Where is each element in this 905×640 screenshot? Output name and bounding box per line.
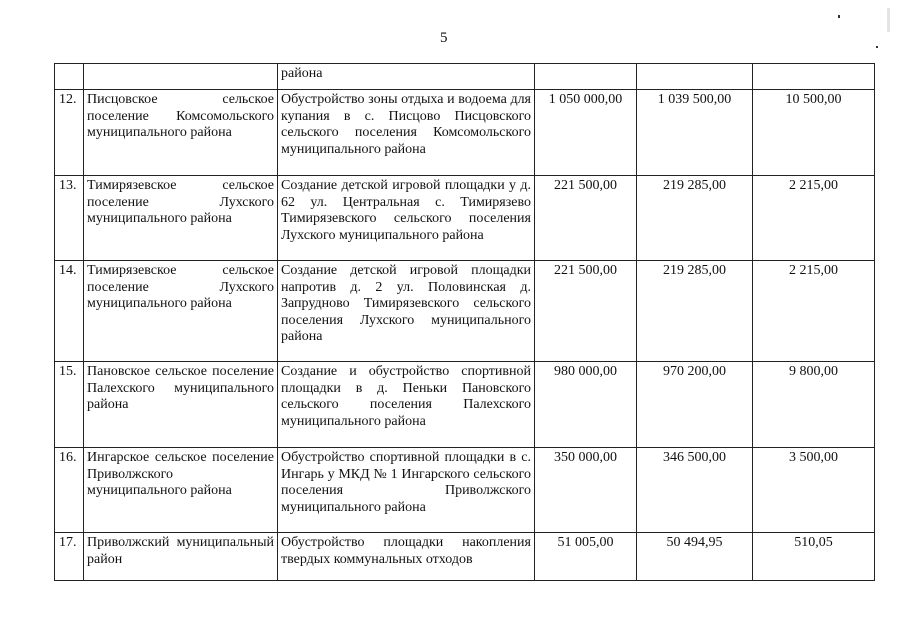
- local-amount-cell: 9 800,00: [753, 362, 875, 448]
- total-amount-cell: 221 500,00: [535, 176, 637, 261]
- subsidy-table: [54, 63, 875, 581]
- project-cell: Создание и обустройство спортивной площадки в д. Пеньки Пановского сельского поселения Палехского муниципального района: [278, 362, 535, 448]
- table-row: [55, 362, 875, 448]
- budget-amount-cell: 219 285,00: [637, 176, 753, 261]
- budget-amount-cell: [637, 64, 753, 90]
- row-number-cell: 13.: [55, 176, 84, 261]
- total-amount-cell: 980 000,00: [535, 362, 637, 448]
- total-amount-cell: [535, 64, 637, 90]
- scan-speck: [838, 15, 840, 18]
- municipality-cell: Тимирязевское сельское поселение Лухского муниципального района: [84, 176, 278, 261]
- project-cell: Создание детской игровой площадки у д. 62 ул. Центральная с. Тимирязево Тимирязевского сельского поселения Лухского муниципального района: [278, 176, 535, 261]
- municipality-cell: Пановское сельское поселение Палехского муниципального района: [84, 362, 278, 448]
- page-number: 5: [440, 30, 448, 46]
- total-amount-cell: 221 500,00: [535, 261, 637, 362]
- table-row: [55, 533, 875, 581]
- table-row: [55, 176, 875, 261]
- table-row: [55, 448, 875, 533]
- project-cell: Обустройство площадки накопления твердых коммунальных отходов: [278, 533, 535, 581]
- local-amount-cell: 10 500,00: [753, 90, 875, 176]
- scan-speck: [876, 46, 878, 48]
- total-amount-cell: 51 005,00: [535, 533, 637, 581]
- row-number-cell: 17.: [55, 533, 84, 581]
- row-number-cell: [55, 64, 84, 90]
- table-row-continuation: [55, 64, 875, 90]
- total-amount-cell: 1 050 000,00: [535, 90, 637, 176]
- project-cell: Обустройство спортивной площадки в с. Ингарь у МКД № 1 Ингарского сельского поселения Приволжского муниципального района: [278, 448, 535, 533]
- project-cell: Создание детской игровой площадки напротив д. 2 ул. Половинская д. Запрудново Тимирязевского сельского поселения Лухского муниципального района: [278, 261, 535, 362]
- project-cell: района: [278, 64, 535, 90]
- scan-edge-mark: [887, 8, 890, 32]
- budget-amount-cell: 50 494,95: [637, 533, 753, 581]
- local-amount-cell: 510,05: [753, 533, 875, 581]
- local-amount-cell: 3 500,00: [753, 448, 875, 533]
- row-number-cell: 15.: [55, 362, 84, 448]
- table-row: [55, 90, 875, 176]
- budget-amount-cell: 1 039 500,00: [637, 90, 753, 176]
- budget-amount-cell: 219 285,00: [637, 261, 753, 362]
- municipality-cell: Ингарское сельское поселение Приволжского муниципального района: [84, 448, 278, 533]
- row-number-cell: 12.: [55, 90, 84, 176]
- row-number-cell: 16.: [55, 448, 84, 533]
- municipality-cell: Приволжский муниципальный район: [84, 533, 278, 581]
- local-amount-cell: 2 215,00: [753, 176, 875, 261]
- budget-amount-cell: 970 200,00: [637, 362, 753, 448]
- total-amount-cell: 350 000,00: [535, 448, 637, 533]
- budget-amount-cell: 346 500,00: [637, 448, 753, 533]
- municipality-cell: Тимирязевское сельское поселение Лухского муниципального района: [84, 261, 278, 362]
- local-amount-cell: 2 215,00: [753, 261, 875, 362]
- project-cell: Обустройство зоны отдыха и водоема для купания в с. Писцово Писцовского сельского поселения Комсомольского муниципального района: [278, 90, 535, 176]
- table-row: [55, 261, 875, 362]
- municipality-cell: Писцовское сельское поселение Комсомольского муниципального района: [84, 90, 278, 176]
- municipality-cell: [84, 64, 278, 90]
- local-amount-cell: [753, 64, 875, 90]
- row-number-cell: 14.: [55, 261, 84, 362]
